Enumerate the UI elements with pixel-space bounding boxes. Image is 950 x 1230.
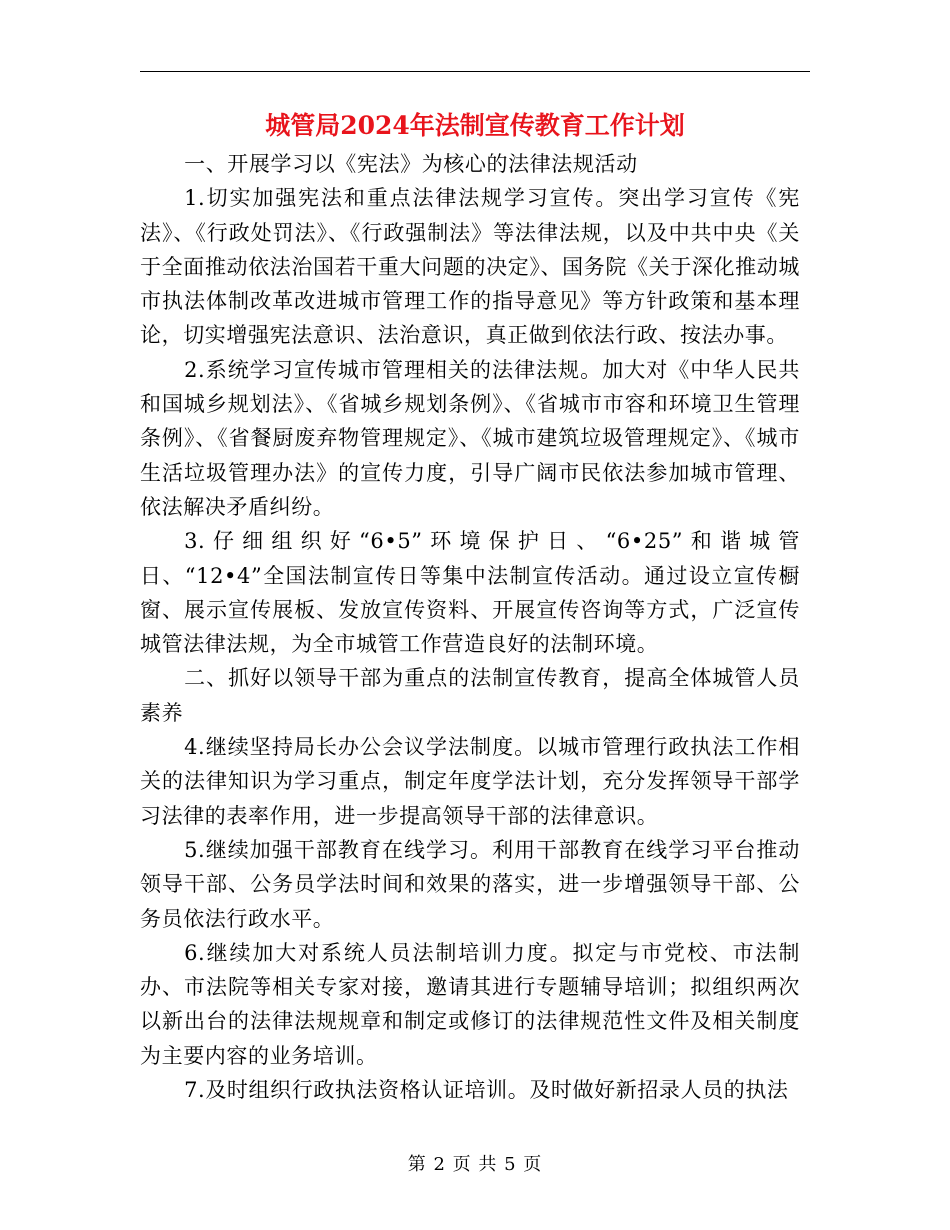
paragraph-item-7: 7.及时组织行政执法资格认证培训。及时做好新招录人员的执法 — [184, 1078, 789, 1103]
paragraph-item-2: 2.系统学习宣传城市管理相关的法律法规。加大对《中华人民共和国城乡规划法》、《省城乡规划条例》、《省城市市容和环境卫生管理条例》、《省餐厨废弃物管理规定》、《城市建筑垃圾管理规定》、《城市生活垃圾管理办法》的宣传力度，引导广阔市民依法参加城市管理、依法解决矛盾纠纷。 — [140, 357, 800, 519]
paragraph-item-6: 6.继续加大对系统人员法制培训力度。拟定与市党校、市法制办、市法院等相关专家对接，邀请其进行专题辅导培训；拟组织两次以新出台的法律法规规章和制定或修订的法律规范性文件及相关制度为主要内容的业务培训。 — [140, 940, 800, 1068]
paragraph-item-1: 1.切实加强宪法和重点法律法规学习宣传。突出学习宣传《宪法》、《行政处罚法》、《行政强制法》等法律法规，以及中共中央《关于全面推动依法治国若干重大问题的决定》、国务院《关于深化推动城市执法体制改革改进城市管理工作的指导意见》等方针政策和基本理论，切实增强宪法意识、法治意识，真正做到依法行政、按法办事。 — [140, 186, 800, 348]
section-heading-1: 一、开展学习以《宪法》为核心的法律法规活动 — [184, 152, 638, 176]
section-heading-2: 二、抓好以领导干部为重点的法制宣传教育，提高全体城管人员素养 — [140, 666, 800, 725]
document-title: 城管局2024年法制宣传教育工作计划 — [265, 111, 685, 140]
header-rule — [140, 71, 810, 72]
page-number-footer: 第 2 页 共 5 页 — [407, 1154, 543, 1175]
paragraph-item-4: 4.继续坚持局长办公会议学法制度。以城市管理行政执法工作相关的法律知识为学习重点，制定年度学法计划，充分发挥领导干部学习法律的表率作用，进一步提高领导干部的法律意识。 — [140, 735, 800, 828]
paragraph-item-3: 3.仔细组织好“6•5”环境保护日、“6•25”和谐城管日、“12•4”全国法制宣传日等集中法制宣传活动。通过设立宣传橱窗、展示宣传展板、发放宣传资料、开展宣传咨询等方式，广泛宣传城管法律法规，为全市城管工作营造良好的法制环境。 — [140, 529, 800, 657]
paragraph-item-5: 5.继续加强干部教育在线学习。利用干部教育在线学习平台推动领导干部、公务员学法时间和效果的落实，进一步增强领导干部、公务员依法行政水平。 — [140, 837, 800, 931]
document-body — [140, 147, 800, 1107]
